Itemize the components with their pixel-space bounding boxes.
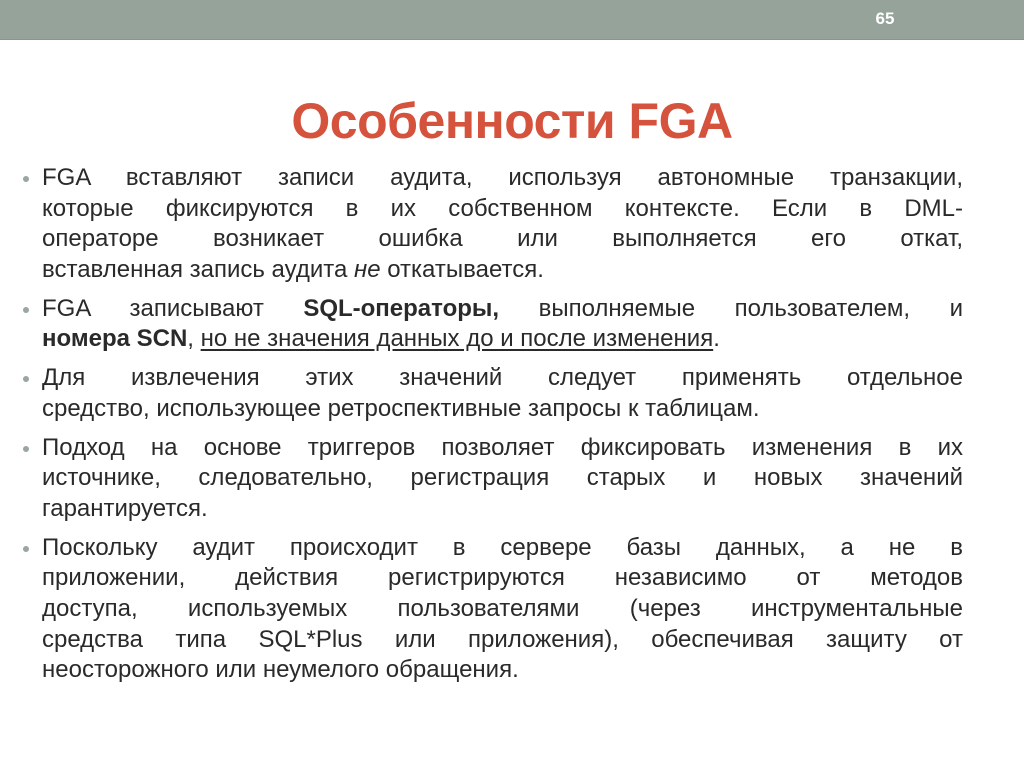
text-segment: операторе возникает ошибка или выполняется его откат, [42,225,963,253]
text-line [42,224,963,255]
text-line [42,563,963,594]
bold-text: номера SCN [42,325,188,353]
bullet-dot-icon [23,446,29,452]
text-line [42,194,963,225]
text-line [42,294,963,325]
text-segment: Поскольку аудит происходит в сервере базы данных, а не в [42,533,963,561]
bullet-item [42,433,963,525]
bullet-dot-icon [23,376,29,382]
bullet-item [42,163,963,286]
text-segment: приложении, действия регистрируются независимо от методов [42,564,963,592]
text-segment: Подход на основе триггеров позволяет фиксировать изменения в их [42,433,963,461]
text-segment: средство, использующее ретроспективные запросы к таблицам. [42,394,760,422]
text-line [42,625,963,656]
text-line [42,163,963,194]
text-segment: выполняемые пользователем, и [499,294,963,322]
text-line [42,594,963,625]
slide-header-bar [0,0,1024,40]
bullet-dot-icon [23,307,29,313]
text-line [42,433,963,464]
text-line [42,255,963,286]
text-segment: вставленная запись аудита [42,256,354,284]
text-segment: , [187,325,201,353]
text-line [42,463,963,494]
text-segment: доступа, используемых пользователями (через инструментальные [42,594,963,622]
underlined-text: но не значения данных до и после изменения [200,325,714,353]
text-line [42,655,963,686]
bullet-list [42,163,963,694]
bullet-dot-icon [23,176,29,182]
text-line [42,363,963,394]
bullet-item [42,363,963,424]
text-segment: гарантируется. [42,494,208,522]
italic-text: не [353,256,381,284]
text-segment: FGA вставляют записи аудита, используя автономные транзакции, [42,164,963,191]
bullet-dot-icon [23,546,29,552]
text-segment: которые фиксируются в их собственном контексте. Если в DML- [42,194,963,222]
text-segment: Для извлечения этих значений следует применять отдельное [42,364,963,392]
bullet-item [42,533,963,686]
text-segment: откатывается. [380,256,544,284]
page-number: 65 [875,9,895,28]
text-segment: источнике, следовательно, регистрация старых и новых значений [42,464,963,492]
text-line [42,533,963,564]
text-line [42,324,963,355]
text-segment: неосторожного или неумелого обращения. [42,656,519,684]
text-line [42,394,963,425]
text-segment: средства типа SQL*Plus или приложения), обеспечивая защиту от [42,625,963,653]
slide-title: Особенности FGA [291,93,733,149]
bullet-item [42,294,963,355]
bold-text: SQL-операторы, [303,294,500,322]
text-segment: FGA записывают [42,294,304,322]
text-segment: . [713,325,720,353]
text-line [42,494,963,525]
